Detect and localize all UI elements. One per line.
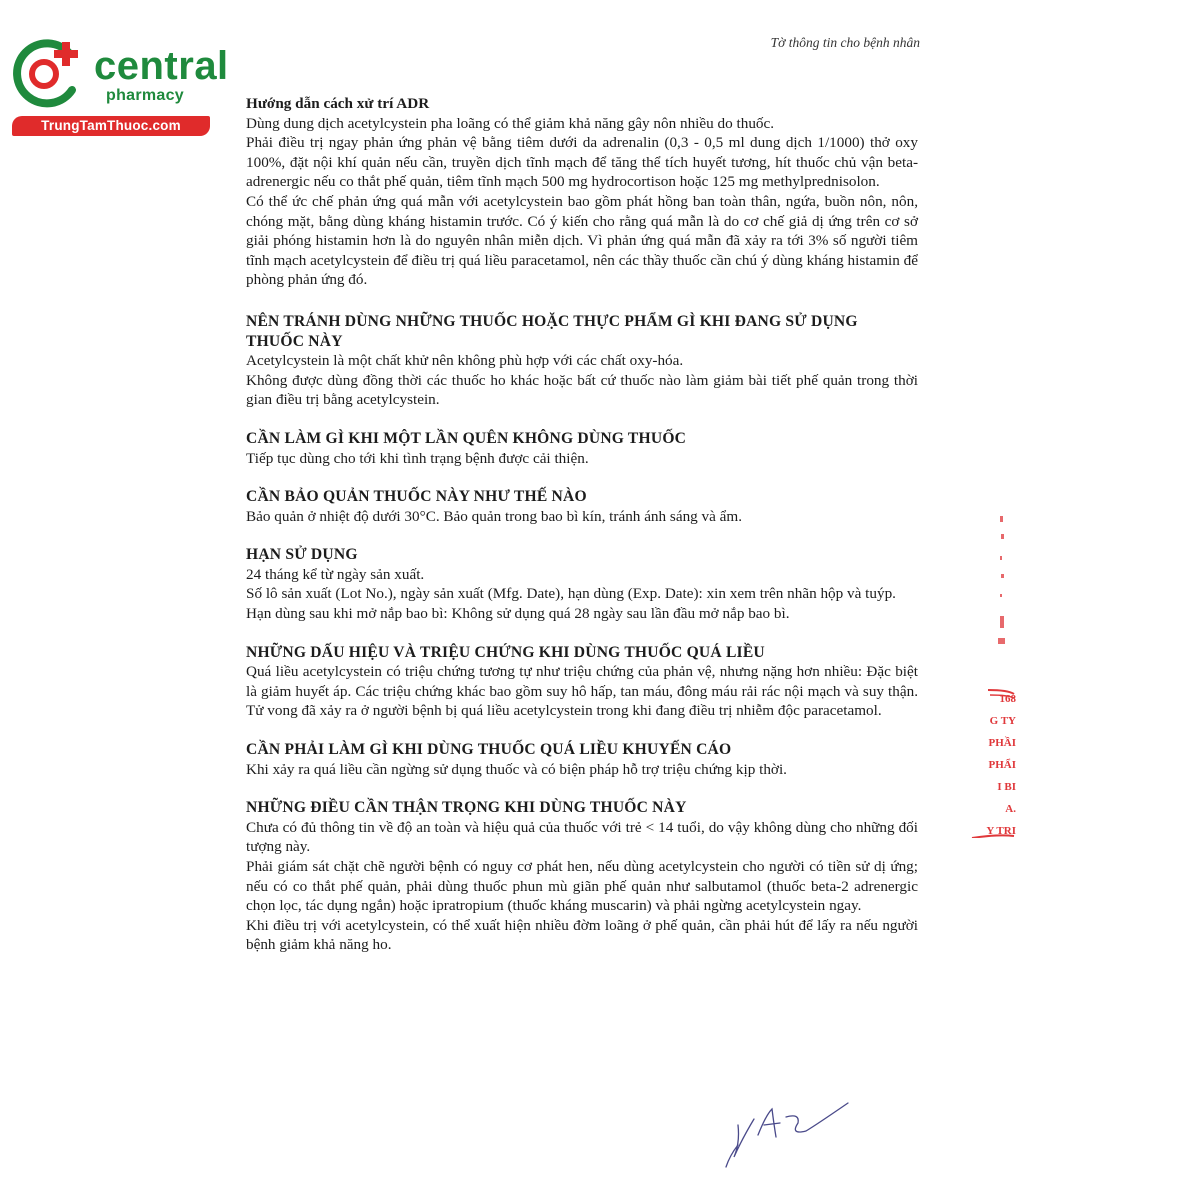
stamp-line: G TY — [989, 715, 1016, 727]
section-heading: CẦN PHẢI LÀM GÌ KHI DÙNG THUỐC QUÁ LIỀU KHUYẾN CÁO — [246, 741, 732, 759]
brand-logo[interactable] — [10, 38, 229, 138]
stamp-line: PHẦI — [988, 737, 1016, 749]
stamp-line: Y TRI — [986, 825, 1016, 837]
stamp-border — [968, 688, 1016, 838]
section-heading: NHỮNG ĐIỀU CẦN THẬN TRỌNG KHI DÙNG THUỐC NÀY — [246, 799, 687, 817]
section-heading: CẦN BẢO QUẢN THUỐC NÀY NHƯ THẾ NÀO — [246, 488, 587, 506]
document-body — [246, 94, 918, 955]
paragraph: Không được dùng đồng thời các thuốc ho khác hoặc bất cứ thuốc nào làm giảm bài tiết phế quản trong thời gian điều trị bằng acetylcystein. — [246, 371, 918, 409]
document-header-note: Tờ thông tin cho bệnh nhân — [770, 35, 920, 50]
paragraph: Tiếp tục dùng cho tới khi tình trạng bệnh được cải thiện. — [246, 449, 589, 467]
paragraph: 24 tháng kể từ ngày sản xuất. — [246, 565, 425, 583]
stamp-line: A. — [1005, 803, 1016, 815]
section-precautions — [246, 798, 918, 955]
paragraph: Chưa có đủ thông tin về độ an toàn và hiệu quả của thuốc với trẻ < 14 tuổi, do vậy không dùng cho những đối tượng này. — [246, 818, 918, 856]
brand-subtitle: pharmacy — [106, 87, 184, 104]
brand-name: central — [94, 44, 229, 88]
section-storage — [246, 487, 918, 526]
paragraph: Acetylcystein là một chất khử nên không phù hợp với các chất oxy-hóa. — [246, 352, 684, 370]
paragraph: Hạn dùng sau khi mở nắp bao bì: Không sử dụng quá 28 ngày sau lần đầu mở nắp bao bì. — [246, 605, 790, 623]
section-heading: NÊN TRÁNH DÙNG NHỮNG THUỐC HOẶC THỰC PHẨM GÌ KHI ĐANG SỬ DỤNG THUỐC NÀY — [246, 312, 858, 350]
section-adr-handling — [246, 94, 918, 290]
section-heading: CẦN LÀM GÌ KHI MỘT LẦN QUÊN KHÔNG DÙNG THUỐC — [246, 429, 687, 447]
signature-icon — [720, 1095, 855, 1170]
central-pharmacy-logo-icon — [10, 38, 90, 108]
section-heading: HẠN SỬ DỤNG — [246, 546, 358, 564]
section-heading: NHỮNG DẤU HIỆU VÀ TRIỆU CHỨNG KHI DÙNG THUỐC QUÁ LIỀU — [246, 643, 765, 661]
paragraph: Phải giám sát chặt chẽ người bệnh có nguy cơ phát hen, nếu dùng acetylcystein cho người có tiền sử dị ứng; nếu có co thắt phế quản, phải dùng thuốc phun mù giãn phế quản như salbutamol (thuốc beta-2 adrenergic chọn lọc, tác dụng ngắn) hoặc ipratropium (thuốc kháng muscarin) và phải ngừng acetylcystein ngay. — [246, 858, 918, 915]
stamp-fragment-top — [992, 512, 1012, 652]
paragraph: Khi xảy ra quá liều cần ngừng sử dụng thuốc và có biện pháp hỗ trợ triệu chứng kịp thời. — [246, 760, 787, 778]
paragraph: Phải điều trị ngay phản ứng phản vệ bằng tiêm dưới da adrenalin (0,3 - 0,5 ml dung dịch 1/1000) thở oxy 100%, đặt nội khí quản nếu cần, truyền dịch tĩnh mạch để tăng thể tích huyết tương, hít thuốc chủ vận beta-adrenergic nếu co thắt phế quản, tiêm tĩnh mạch 500 mg hydrocortison hoặc 125 mg methylprednisolon. — [246, 134, 918, 191]
paragraph: Số lô sản xuất (Lot No.), ngày sản xuất (Mfg. Date), hạn dùng (Exp. Date): xin xem trên nhãn hộp và tuýp. — [246, 585, 896, 603]
section-expiry — [246, 545, 918, 623]
section-overdose-signs — [246, 643, 918, 721]
section-heading: Hướng dẫn cách xử trí ADR — [246, 95, 430, 112]
section-avoid — [246, 312, 918, 410]
paragraph: Dùng dung dịch acetylcystein pha loãng có thể giảm khả năng gây nôn nhiều do thuốc. — [246, 114, 775, 132]
red-stamp — [968, 688, 1016, 838]
section-missed-dose — [246, 429, 918, 468]
paragraph: Khi điều trị với acetylcystein, có thể xuất hiện nhiều đờm loãng ở phế quản, cần phải hút để lấy ra nếu người bệnh giảm khả năng ho. — [246, 916, 918, 954]
stamp-line: PHẨI — [988, 759, 1016, 771]
paragraph: Quá liều acetylcystein có triệu chứng tương tự như triệu chứng của phản vệ, nhưng nặng hơn nhiều: Đặc biệt là giảm huyết áp. Các triệu chứng khác bao gồm suy hô hấp, tan máu, đông máu rải rác nội mạch và suy thận. Tử vong đã xảy ra ở người bệnh bị quá liều acetylcystein trong khi đang điều trị nhiễm độc paracetamol. — [246, 663, 918, 720]
stamp-line: I BI — [997, 781, 1016, 793]
brand-site: TrungTamThuoc.com — [12, 116, 210, 136]
paragraph: Có thể ức chế phản ứng quá mẫn với acetylcystein bao gồm phát hồng ban toàn thân, ngứa, buồn nôn, nôn, chóng mặt, bằng dùng kháng histamin trước. Có ý kiến cho rằng quá mẫn là do cơ chế giả dị ứng trên cơ sở giải phóng histamin hơn là do nguyên nhân miễn dịch. Vì phản ứng quá mẫn đã xảy ra tới 3% số người tiêm tĩnh mạch acetylcystein để điều trị quá liều paracetamol, nên các thầy thuốc cần chú ý dùng kháng histamin để phòng phản ứng đó. — [246, 192, 918, 289]
stamp-line: 168 — [999, 693, 1016, 705]
paragraph: Bảo quản ở nhiệt độ dưới 30°C. Bảo quản trong bao bì kín, tránh ánh sáng và ẩm. — [246, 507, 743, 525]
section-overdose-action — [246, 740, 918, 779]
